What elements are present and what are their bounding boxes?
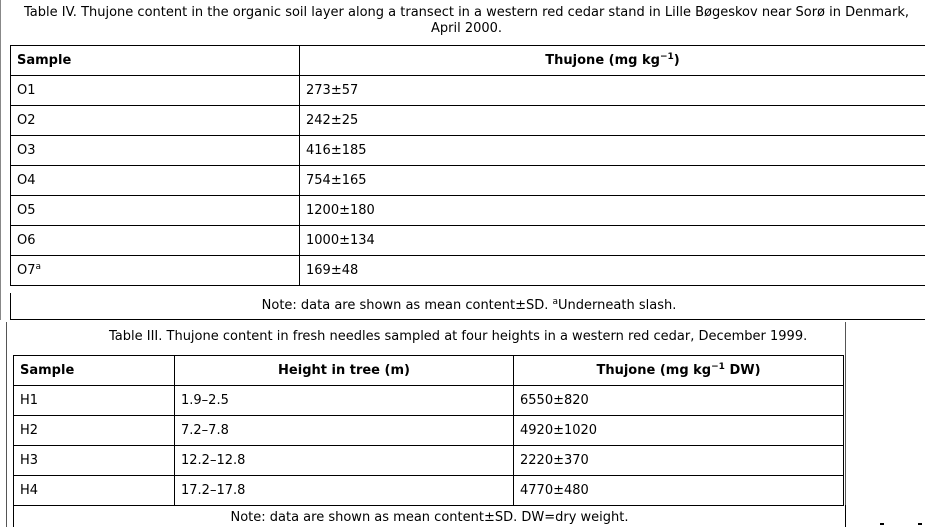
note-text: Note: data are shown as mean content±SD.	[262, 298, 553, 313]
table-row	[11, 226, 925, 256]
sample-cell: H1	[14, 386, 175, 416]
sample-cell	[11, 76, 300, 106]
note-superscript: a	[553, 297, 559, 307]
height-cell: 17.2–17.8	[175, 476, 514, 506]
note-text-end: Underneath slash.	[558, 298, 676, 313]
sample-label: O3	[17, 143, 36, 158]
sample-cell	[11, 166, 300, 196]
table-row	[11, 106, 925, 136]
sample-cell	[11, 136, 300, 166]
header-thujone-exponent: −1	[711, 362, 725, 372]
header-thujone-text: Thujone (mg kg	[596, 363, 711, 378]
table-iii-note: Note: data are shown as mean content±SD. DW=dry weight.	[13, 505, 846, 527]
table-iv-caption: Table IV. Thujone content in the organic soil layer along a transect in a western red cedar stand in Lille Bøgeskov near Sorø in Denmark, April 2000.	[1, 0, 925, 41]
table-row	[14, 386, 844, 416]
artifact-mark	[880, 523, 884, 525]
header-thujone	[300, 46, 925, 76]
header-thujone-text: Thujone (mg kg	[545, 53, 660, 68]
table-row	[14, 416, 844, 446]
sample-label: O5	[17, 203, 36, 218]
header-sample: Sample	[11, 46, 300, 76]
table-iii-caption: Table III. Thujone content in fresh needles sampled at four heights in a western red cedar, December 1999.	[7, 322, 845, 352]
thujone-cell: 6550±820	[514, 386, 844, 416]
header-sample: Sample	[14, 356, 175, 386]
artifact-mark	[918, 523, 922, 525]
thujone-cell: 1200±180	[300, 196, 925, 226]
sample-cell: H4	[14, 476, 175, 506]
thujone-cell: 242±25	[300, 106, 925, 136]
header-thujone	[514, 356, 844, 386]
sample-cell	[11, 196, 300, 226]
table-row	[11, 136, 925, 166]
sample-label: O4	[17, 173, 36, 188]
height-cell: 1.9–2.5	[175, 386, 514, 416]
table-row	[11, 196, 925, 226]
thujone-cell: 4920±1020	[514, 416, 844, 446]
height-cell: 12.2–12.8	[175, 446, 514, 476]
table-header-row	[11, 46, 925, 76]
header-thujone-end: DW)	[725, 363, 761, 378]
table-header-row	[14, 356, 844, 386]
header-height: Height in tree (m)	[175, 356, 514, 386]
thujone-cell: 273±57	[300, 76, 925, 106]
sample-cell: H3	[14, 446, 175, 476]
sample-label: O1	[17, 83, 36, 98]
thujone-cell: 1000±134	[300, 226, 925, 256]
table-row	[11, 166, 925, 196]
sample-cell: H2	[14, 416, 175, 446]
sample-cell	[11, 226, 300, 256]
sample-label: O2	[17, 113, 36, 128]
sample-label: O7	[17, 263, 36, 278]
table-iii	[13, 355, 844, 506]
sample-label: O6	[17, 233, 36, 248]
sample-cell	[11, 256, 300, 286]
sample-footnote-marker: a	[36, 262, 42, 272]
table-iv	[10, 45, 925, 286]
header-thujone-end: )	[674, 53, 680, 68]
thujone-cell: 416±185	[300, 136, 925, 166]
header-thujone-exponent: −1	[660, 52, 674, 62]
table-row	[11, 256, 925, 286]
thujone-cell: 754±165	[300, 166, 925, 196]
table-row	[14, 476, 844, 506]
table-iii-panel	[6, 322, 846, 527]
table-row	[14, 446, 844, 476]
thujone-cell: 2220±370	[514, 446, 844, 476]
sample-cell	[11, 106, 300, 136]
thujone-cell: 169±48	[300, 256, 925, 286]
height-cell: 7.2–7.8	[175, 416, 514, 446]
thujone-cell: 4770±480	[514, 476, 844, 506]
table-iv-note	[10, 293, 925, 320]
table-row	[11, 76, 925, 106]
